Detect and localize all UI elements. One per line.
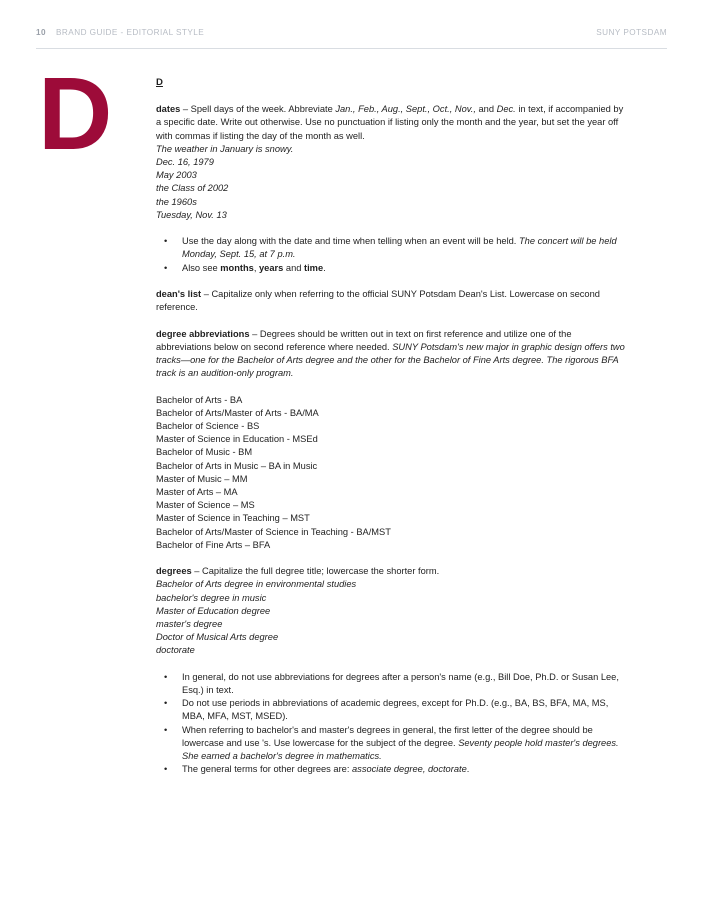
- entry-term-deans-list: dean's list: [156, 289, 202, 300]
- entry-deans-list-dash: –: [201, 289, 212, 300]
- bullet-text-4: .: [323, 262, 326, 273]
- list-item: Master of Science in Education - MSEd: [156, 434, 318, 445]
- brand-guide-title: BRAND GUIDE - EDITORIAL STYLE: [56, 28, 205, 37]
- list-item: the 1960s: [156, 196, 197, 207]
- list-item: Bachelor of Arts degree in environmental studies: [156, 579, 357, 590]
- entry-term-dates: dates: [156, 104, 181, 115]
- spacer: [156, 314, 626, 327]
- entry-dates-paragraph: [156, 103, 626, 143]
- bullet-italic-1: Seventy people hold master's degrees. She earned a bachelor's degree in mathematics.: [182, 737, 619, 762]
- spacer: [156, 222, 626, 235]
- list-item: Bachelor of Fine Arts – BFA: [156, 539, 271, 550]
- entry-degree-abbreviations-paragraph: [156, 328, 626, 381]
- header-divider-rule: [36, 48, 667, 49]
- entry-dates-italic-1: Jan., Feb., Aug., Sept., Oct., Nov.,: [335, 104, 476, 115]
- bullet-bold-1: months: [220, 262, 254, 273]
- bullet-icon: •: [164, 236, 168, 247]
- spacer: [156, 552, 626, 565]
- list-item: Doctor of Musical Arts degree: [156, 632, 279, 643]
- bullet-text-1: In general, do not use abbreviations for degrees after a person's name (e.g., Bill Doe, Ph.D. or Susan Lee, Esq.) in text.: [182, 671, 619, 696]
- list-item: May 2003: [156, 170, 197, 181]
- page-number: 10: [36, 28, 47, 37]
- list-item: the Class of 2002: [156, 183, 229, 194]
- bullet-bold-2: years: [259, 262, 284, 273]
- entry-degree-abbreviations-dash: –: [249, 328, 260, 339]
- list-item: bachelor's degree in music: [156, 592, 267, 603]
- list-item: Master of Music – MM: [156, 473, 248, 484]
- dates-example-list: [156, 143, 626, 222]
- list-item: Bachelor of Music - BM: [156, 447, 253, 458]
- list-item: [156, 763, 626, 776]
- spacer: [156, 658, 626, 671]
- bullet-text-3: and: [283, 262, 304, 273]
- list-item: Master of Education degree: [156, 605, 271, 616]
- list-item: [156, 697, 626, 723]
- bullet-italic-1: associate degree, doctorate: [352, 764, 467, 775]
- bullet-icon: •: [164, 671, 168, 682]
- entry-degree-abbreviations-body-1: Degrees should be written out in text on first reference and utilize one of the abbreviations below on second reference where needed.: [156, 328, 572, 352]
- list-item: Bachelor of Arts in Music – BA in Music: [156, 460, 318, 471]
- spacer: [156, 380, 626, 393]
- bullet-text-1: Also see: [182, 262, 221, 273]
- list-item: doctorate: [156, 645, 195, 656]
- bullet-icon: •: [164, 724, 168, 735]
- entry-deans-list-paragraph: [156, 288, 626, 314]
- list-item: Bachelor of Arts/Master of Science in Teaching - BA/MST: [156, 526, 391, 537]
- header-right-title: SUNY POTSDAM: [596, 28, 667, 37]
- drop-cap-letter: D: [38, 56, 111, 171]
- bullet-icon: •: [164, 698, 168, 709]
- entry-dates-body-1: Spell days of the week. Abbreviate: [190, 104, 336, 115]
- bullet-bold-3: time: [304, 262, 324, 273]
- bullet-text-1: When referring to bachelor's and master's degrees in general, the first letter of the degree should be lowercase and use 's. Use lowercase for the subject of the degree.: [182, 724, 593, 748]
- entry-degrees-dash: –: [191, 566, 203, 577]
- entry-term-degrees: degrees: [156, 566, 192, 577]
- degrees-bullet-list: [156, 671, 626, 777]
- entry-dates-italic-2: Dec.: [496, 104, 516, 115]
- entry-deans-list-body: Capitalize only when referring to the official SUNY Potsdam Dean's List. Lowercase on second reference.: [156, 289, 600, 313]
- bullet-text-1: The general terms for other degrees are:: [182, 764, 353, 775]
- degrees-example-list: [156, 578, 626, 657]
- spacer: [156, 275, 626, 288]
- bullet-text-1: Do not use periods in abbreviations of academic degrees, except for Ph.D. (e.g., BA, BS, BFA, MA, MS, MBA, MFA, MST, MSED).: [182, 698, 609, 722]
- entry-degree-abbreviations-italic-1: SUNY Potsdam's new major in graphic design offers two tracks—one for the Bachelor of Arts degree and the other for the Bachelor of Fine Arts degree. The rigorous BFA track is an audition-only program.: [156, 341, 625, 379]
- list-item: Bachelor of Science - BS: [156, 421, 260, 432]
- list-item: Bachelor of Arts/Master of Arts - BA/MA: [156, 407, 319, 418]
- list-item: Master of Science in Teaching – MST: [156, 513, 310, 524]
- list-item: Dec. 16, 1979: [156, 157, 214, 168]
- bullet-icon: •: [164, 764, 168, 775]
- entry-dates-dash: –: [180, 104, 191, 115]
- degree-abbreviation-list: [156, 394, 626, 552]
- list-item: Master of Science – MS: [156, 500, 255, 511]
- entry-degrees-body: Capitalize the full degree title; lowercase the shorter form.: [202, 566, 440, 577]
- list-item: [156, 671, 626, 697]
- list-item: [156, 724, 626, 764]
- section-letter-heading: D: [156, 77, 163, 88]
- bullet-text-2: ,: [253, 262, 259, 273]
- entry-dates-body-2: and: [475, 104, 497, 115]
- bullet-icon: •: [164, 262, 168, 273]
- entry-dates-body-3: in text, if accompanied by a specific date. Write out otherwise. Use no punctuation if listing only the month and the year, but set the year off with commas if listing the day of the month as well.: [156, 104, 624, 141]
- list-item: Bachelor of Arts - BA: [156, 394, 243, 405]
- list-item: [156, 235, 626, 261]
- header-left-title: [36, 28, 204, 37]
- entry-degrees-paragraph: [156, 565, 626, 578]
- list-item: Tuesday, Nov. 13: [156, 209, 227, 220]
- list-item: master's degree: [156, 619, 223, 630]
- list-item: [156, 262, 626, 275]
- main-content-column: [156, 76, 626, 776]
- list-item: The weather in January is snowy.: [156, 143, 294, 154]
- bullet-italic-1: The concert will be held Monday, Sept. 15, at 7 p.m.: [182, 236, 617, 260]
- bullet-text-2: .: [466, 764, 470, 775]
- entry-term-degree-abbreviations: degree abbreviations: [156, 328, 250, 339]
- list-item: Master of Arts – MA: [156, 487, 238, 498]
- dates-bullet-list: [156, 235, 626, 275]
- page-header: [36, 28, 667, 48]
- bullet-text-1: Use the day along with the date and time when telling when an event will be held.: [182, 236, 519, 247]
